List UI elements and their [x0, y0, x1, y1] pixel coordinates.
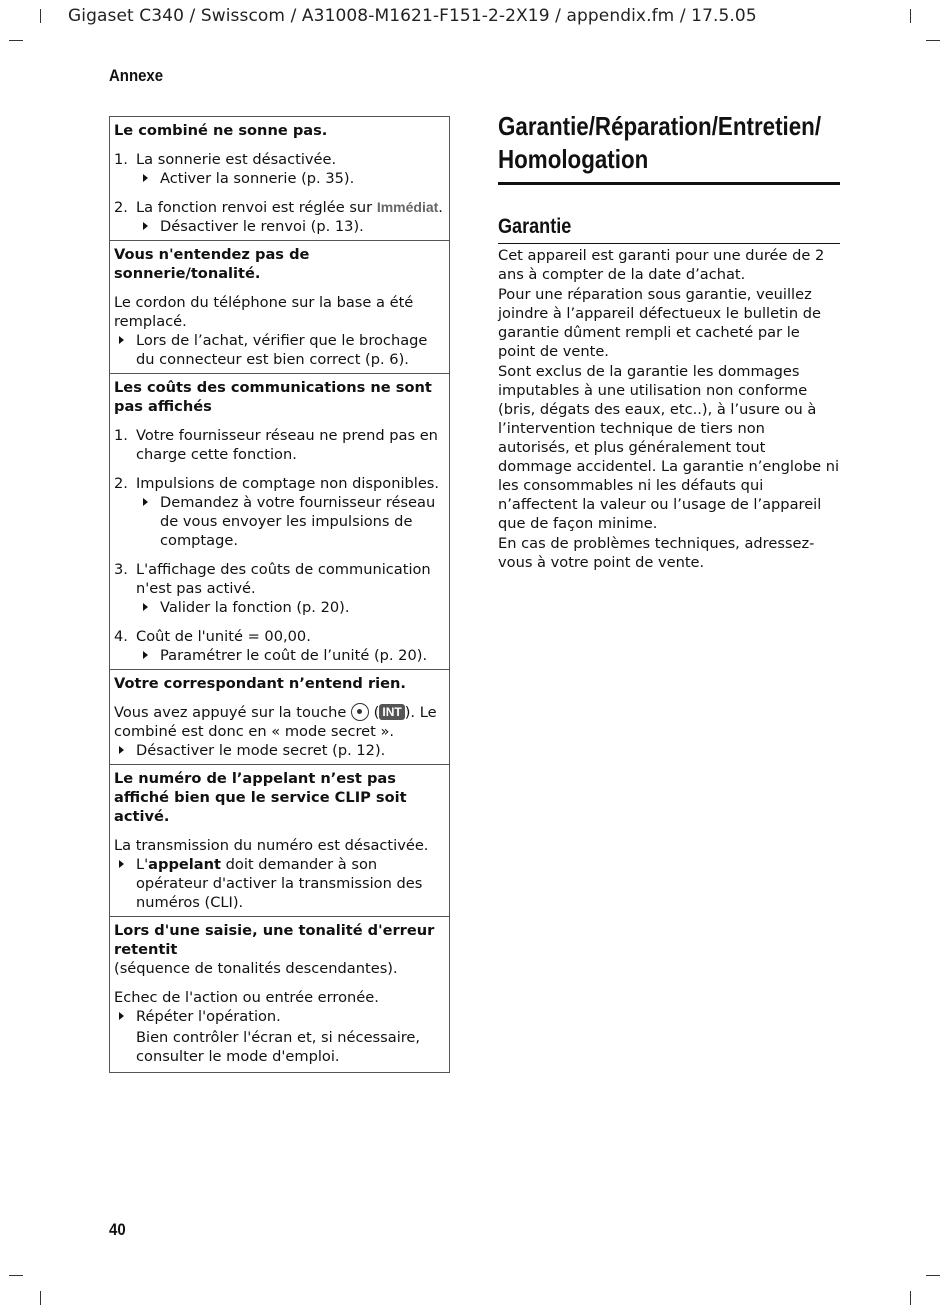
subheading-rule	[498, 243, 840, 244]
paragraph: Vous avez appuyé sur la touche ( INT ). Le combiné est donc en « mode secret ».	[114, 704, 437, 740]
arrow-icon	[114, 741, 136, 760]
crop-mark	[910, 1291, 911, 1305]
paragraph: Cet appareil est garanti pour une durée de 2 ans à compter de la date d’achat.	[498, 247, 825, 283]
subheading: Garantie	[498, 215, 572, 238]
block-title: Le combiné ne sonne pas.	[114, 122, 328, 139]
action-item: Demandez à votre fournisseur réseau de vous envoyer les impulsions de comptage.	[138, 493, 446, 550]
block-title: Les coûts des communications ne sont pas affichés	[114, 379, 432, 415]
action-item: Activer la sonnerie (p. 35).	[138, 169, 446, 188]
section-label: Annexe	[109, 66, 164, 85]
crop-mark	[9, 1275, 23, 1276]
action-item: Lors de l’achat, vérifier que le brochage du connecteur est bien correct (p. 6).	[114, 331, 446, 369]
trouble-block-no-ring	[110, 117, 449, 240]
list-item: 2. Impulsions de comptage non disponibles.	[114, 475, 440, 492]
trouble-block-costs	[110, 373, 449, 669]
crop-mark	[40, 1291, 41, 1305]
block-title: Votre correspondant n’entend rien.	[114, 675, 406, 692]
action-item: Répéter l'opération.	[114, 1007, 446, 1026]
page-number: 40	[109, 1220, 126, 1239]
list-item: 4. Coût de l'unité = 00,00.	[114, 628, 311, 645]
arrow-icon	[138, 169, 160, 188]
block-title: Vous n'entendez pas de sonnerie/tonalité.	[114, 246, 310, 282]
list-item: 1. Votre fournisseur réseau ne prend pas en charge cette fonction.	[114, 427, 438, 463]
list-item: 3. L'affichage des coûts de communication n'est pas activé.	[114, 561, 431, 597]
arrow-icon	[138, 493, 160, 550]
arrow-icon	[114, 855, 136, 912]
arrow-icon	[138, 646, 160, 665]
arrow-icon	[114, 1007, 136, 1026]
paragraph: Le cordon du téléphone sur la base a été remplacé.	[114, 294, 414, 330]
trouble-block-no-tone	[110, 240, 449, 373]
trouble-block-error-tone	[110, 916, 449, 1072]
action-item: Valider la fonction (p. 20).	[138, 598, 446, 617]
paragraph: En cas de problèmes techniques, adressez-vous à votre point de vente.	[498, 535, 815, 571]
crop-mark	[926, 1275, 940, 1276]
int-key-badge: INT	[379, 704, 404, 720]
paragraph: Echec de l'action ou entrée erronée.	[114, 989, 379, 1006]
title-rule	[498, 182, 840, 185]
crop-mark	[9, 40, 23, 41]
block-title: Lors d'une saisie, une tonalité d'erreur retentit	[114, 922, 435, 958]
arrow-icon	[138, 598, 160, 617]
warranty-section	[498, 110, 840, 573]
paragraph: Sont exclus de la garantie les dommages imputables à une utilisation non conforme (bris, dégats des eaux, etc..), à l’usure ou à l’intervention technique de tiers non autorisés, et plus généralement tout dommage accidentel. La garantie n’englobe ni les consommables ni les défauts qui n’affectent la valeur ou l’usage de l’appareil que de façon minime.	[498, 363, 840, 532]
trouble-block-clip	[110, 764, 449, 916]
control-key-icon	[351, 703, 369, 721]
action-item: Paramétrer le coût de l’unité (p. 20).	[138, 646, 446, 665]
list-item: 1. La sonnerie est désactivée.	[114, 151, 337, 168]
trouble-block-mute	[110, 669, 449, 764]
block-subtitle: (séquence de tonalités descendantes).	[114, 960, 398, 977]
troubleshooting-table	[109, 116, 450, 1073]
menu-option-label: Immédiat	[376, 199, 439, 215]
crop-mark	[926, 40, 940, 41]
action-item: Désactiver le mode secret (p. 12).	[114, 741, 446, 760]
arrow-icon	[114, 331, 136, 369]
running-header: Gigaset C340 / Swisscom / A31008-M1621-F151-2-2X19 / appendix.fm / 17.5.05	[68, 6, 757, 26]
paragraph: Bien contrôler l'écran et, si nécessaire, consulter le mode d'emploi.	[136, 1029, 421, 1065]
paragraph: Pour une réparation sous garantie, veuillez joindre à l’appareil défectueux le bulletin de garantie dûment rempli et cacheté par le point de vente.	[498, 286, 821, 360]
action-item: L'appelant doit demander à son opérateur d'activer la transmission des numéros (CLI).	[114, 855, 446, 912]
list-item: 2. La fonction renvoi est réglée sur Immédiat.	[114, 199, 443, 216]
paragraph: La transmission du numéro est désactivée.	[114, 837, 429, 854]
crop-mark	[910, 9, 911, 23]
arrow-icon	[138, 217, 160, 236]
action-item: Désactiver le renvoi (p. 13).	[138, 217, 446, 236]
warranty-body	[498, 246, 840, 572]
block-title: Le numéro de l’appelant n’est pas affiché bien que le service CLIP soit activé.	[114, 770, 407, 825]
page-title: Garantie/Réparation/Entretien/ Homologation	[498, 111, 822, 174]
crop-mark	[40, 9, 41, 23]
